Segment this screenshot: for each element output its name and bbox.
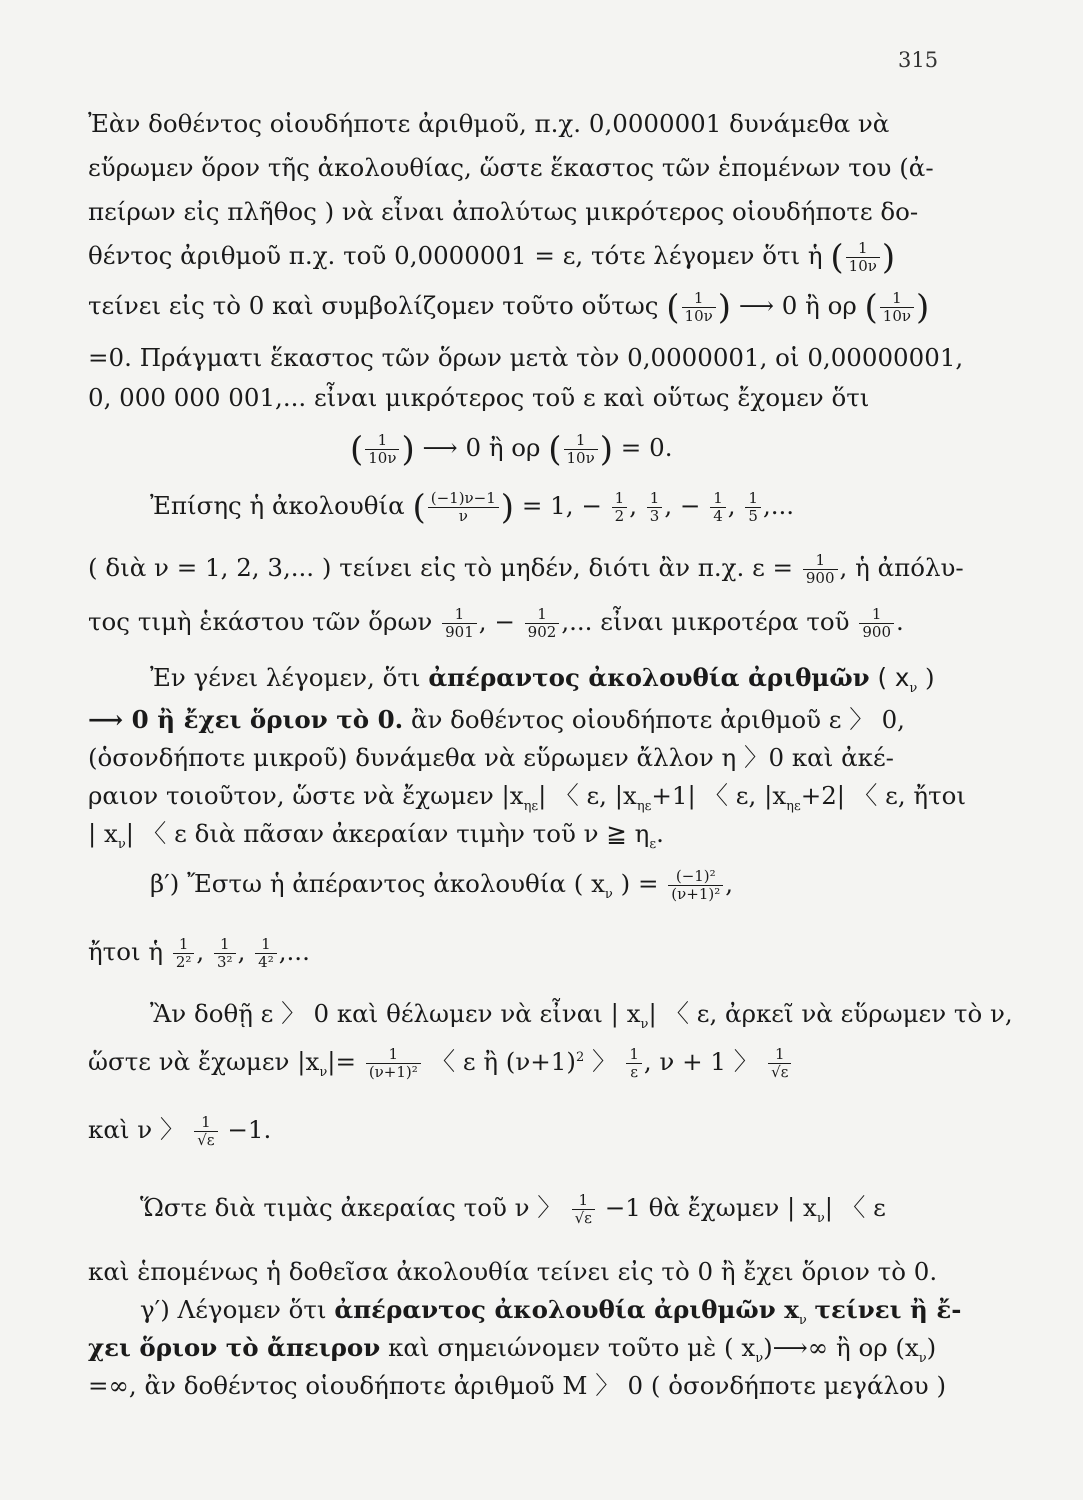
fraction-1-over-2sq <box>173 936 195 971</box>
text-line-23: καὶ ἑπομένως ἡ δοθεῖσα ἀκολουθία τείνει εἰς τὸ 0 ἢ ἔχει ὅριον τὸ 0. <box>88 1257 938 1286</box>
text-line-14: (ὁσονδήποτε μικροῦ) δυνάμεθα νὰ εὕρωμεν ἄλλον η 〉0 καὶ ἀκέ- <box>88 743 894 772</box>
text-line-1: Ἐὰν δοθέντος οἱουδήποτε ἀριθμοῦ, π.χ. 0,0000001 δυνάμεθα νὰ <box>88 109 890 138</box>
text-segment: = 1, − <box>521 491 602 520</box>
numerator: 1 <box>525 606 560 624</box>
text-segment: ἤτοι ἡ <box>88 937 164 966</box>
text-segment: −1. <box>227 1115 272 1144</box>
subscript: ν <box>816 1210 825 1226</box>
fraction-1-over-902 <box>525 606 560 641</box>
text-segment: ) <box>926 1333 937 1362</box>
fraction-1-over-sqrt-eps <box>194 1114 217 1149</box>
text-segment: )⟶∞ ἢ ορ (x <box>763 1333 919 1362</box>
comma-dots: ,... <box>762 491 795 520</box>
numerator: 1 <box>880 290 914 308</box>
text-line-13 <box>88 704 938 736</box>
numerator: 1 <box>846 240 880 258</box>
numerator: 1 <box>803 552 838 570</box>
subscript: ν <box>755 1350 764 1366</box>
text-line-15 <box>88 780 966 823</box>
paren-open: ( <box>864 287 878 328</box>
subscript: ν <box>918 1350 927 1366</box>
text-segment: Ἐν γένει λέγομεν, ὅτι <box>150 663 421 692</box>
text-line-19 <box>150 998 1013 1041</box>
numerator: 1 <box>859 606 894 624</box>
text-segment: εἶναι μικροτέρα τοῦ <box>600 607 850 636</box>
text-line-25 <box>88 1332 938 1375</box>
text-segment: ραιον τοιοῦτον, ὥστε νὰ ἔχωμεν |x <box>88 781 524 810</box>
text-segment: θέντος ἀριθμοῦ π.χ. τοῦ 0,0000001 = ε, τότε λέγομεν ὅτι ἡ <box>88 241 823 270</box>
text-line-5 <box>88 287 938 328</box>
denominator: 2² <box>175 953 192 971</box>
text-segment: ) = <box>620 869 659 898</box>
subscript: ηε <box>786 798 801 814</box>
denominator: √ε <box>197 1131 215 1149</box>
numerator: 1 <box>572 1192 595 1210</box>
numerator: (−1)² <box>668 868 723 886</box>
denominator: 10ν <box>848 257 877 275</box>
text-line-10 <box>88 551 964 587</box>
numerator: 1 <box>365 432 399 450</box>
fraction-1-over-4sq <box>255 936 277 971</box>
text-segment: = 0. <box>620 433 673 462</box>
text-segment: | 〈 ε <box>824 1193 886 1222</box>
text-segment: ἂν δοθέντος οἱουδήποτε ἀριθμοῦ ε 〉 0, <box>410 705 905 734</box>
numerator: 1 <box>768 1046 791 1064</box>
comma-dots: ,... <box>278 937 310 966</box>
denominator: 5 <box>748 507 758 525</box>
numerator: 1 <box>366 1046 421 1064</box>
paren-open: ( <box>548 429 562 470</box>
text-segment: τείνει εἰς τὸ 0 καὶ συμβολίζομεν τοῦτο οὕτως <box>88 291 659 320</box>
fraction-1-over-sqrt-eps <box>768 1046 791 1081</box>
numerator: 1 <box>626 1046 642 1064</box>
period: . <box>896 607 904 636</box>
numerator: 1 <box>214 936 236 954</box>
text-line-21 <box>88 1114 938 1149</box>
fraction-sign-over-nu <box>428 490 499 525</box>
denominator: 10ν <box>684 307 713 325</box>
subscript: ηε <box>523 798 539 814</box>
bold-term: ἀπέραντος ἀκολουθία ἀριθμῶν <box>428 663 870 692</box>
denominator: 4² <box>258 953 274 971</box>
paren-open: ( <box>666 287 680 328</box>
denominator: √ε <box>771 1063 789 1082</box>
text-line-26: =∞, ἂν δοθέντος οἱουδήποτε ἀριθμοῦ Μ 〉 0 ( ὁσονδήποτε μεγάλου ) <box>88 1371 947 1400</box>
text-segment: 〉 <box>592 1047 617 1077</box>
text-segment: −1 θὰ ἔχωμεν | x <box>604 1193 817 1222</box>
fraction-sq <box>668 868 723 903</box>
text-line-18 <box>88 936 938 971</box>
fraction-1-over-10nu <box>880 290 914 325</box>
denominator: 900 <box>862 623 892 641</box>
denominator: 2 <box>614 507 625 525</box>
fraction-one-third <box>647 490 663 525</box>
text-segment: | 〈 ε διὰ πᾶσαν ἀκεραίαν τιμὴν τοῦ ν ≧ η <box>125 819 650 848</box>
denominator: √ε <box>574 1209 592 1227</box>
numerator: 1 <box>255 936 277 954</box>
fraction-1-over-sqrt-eps <box>572 1192 595 1227</box>
text-line-17 <box>150 868 1000 911</box>
subscript: ν <box>640 1016 649 1032</box>
denominator: 3 <box>649 507 660 525</box>
fraction-1-over-eps <box>626 1046 642 1081</box>
paren-close: ) <box>916 287 930 328</box>
numerator: (−1)ν−1 <box>428 490 499 508</box>
paren-open: ( <box>830 237 844 278</box>
subscript: ν <box>319 1065 328 1081</box>
fraction-one-fifth <box>745 490 761 525</box>
fraction-one-half <box>612 490 628 525</box>
paren-close: ) <box>599 429 613 470</box>
text-segment: ( διὰ ν = 1, 2, 3,... ) τείνει εἰς τὸ μηδέν, διότι ἂν π.χ. ε = <box>88 553 794 582</box>
period: . <box>656 819 664 848</box>
numerator: 1 <box>442 606 477 624</box>
numerator: 1 <box>745 490 761 508</box>
paren-close: ) <box>500 487 515 528</box>
superscript: 2 <box>575 1050 585 1065</box>
text-line-9 <box>150 487 940 528</box>
subscript: ηε <box>636 798 652 814</box>
text-segment: | 〈 ε, ἀρκεῖ νὰ εὕρωμεν τὸ ν, <box>648 999 1013 1028</box>
text-segment: | x <box>88 819 118 848</box>
text-line-4 <box>88 237 938 278</box>
paren-close: ) <box>717 287 732 328</box>
numerator: 1 <box>564 432 598 450</box>
fraction-1-over-3sq <box>214 936 236 971</box>
numerator: 1 <box>647 490 663 508</box>
comma: , <box>725 869 734 898</box>
text-segment: ( x <box>877 663 910 692</box>
paren-open: ( <box>350 429 364 470</box>
comma-minus: , − <box>664 491 701 520</box>
text-line-16 <box>88 818 938 861</box>
fraction-1-over-900 <box>859 606 894 641</box>
page-number: 315 <box>898 48 939 72</box>
fraction-1-over-10nu <box>682 290 716 325</box>
text-segment: |= <box>327 1047 357 1077</box>
subscript: ν <box>798 1312 807 1328</box>
subscript: ε <box>649 836 657 852</box>
bold-term: χει ὅριον τὸ ἄπειρον <box>88 1333 381 1362</box>
text-segment: καὶ σημειώνομεν τοῦτο μὲ ( x <box>388 1333 756 1362</box>
text-segment: ⟶ 0 ἢ ορ <box>738 291 857 320</box>
denominator: 10ν <box>566 449 595 467</box>
denominator: 4 <box>713 507 723 525</box>
denominator: 3² <box>217 953 233 971</box>
bold-term: ⟶ 0 ἢ ἔχει ὅριον τὸ 0. <box>88 705 404 734</box>
text-line-24 <box>140 1294 990 1337</box>
text-segment: , ἡ ἀπόλυ- <box>839 553 964 582</box>
paren-open: ( <box>412 487 426 528</box>
fraction-1-over-sq-den <box>366 1046 421 1081</box>
denominator: 902 <box>527 623 557 641</box>
denominator: 901 <box>445 623 474 641</box>
text-segment: ὥστε νὰ ἔχωμεν |x <box>88 1047 320 1077</box>
text-line-2: εὕρωμεν ὅρον τῆς ἀκολουθίας, ὥστε ἕκαστος τῶν ἑπομένων του (ἀ- <box>88 153 934 182</box>
bold-term: τείνει ἢ ἔ- <box>814 1295 962 1324</box>
text-line-11 <box>88 606 938 641</box>
text-segment: ⟶ 0 ἢ ορ <box>422 433 541 462</box>
fraction-1-over-10nu <box>365 432 399 467</box>
fraction-1-over-10nu <box>564 432 598 467</box>
numerator: 1 <box>173 936 195 954</box>
text-segment: γ′) Λέγομεν ὅτι <box>140 1295 327 1324</box>
numerator: 1 <box>682 290 716 308</box>
text-line-8 <box>350 429 750 470</box>
denominator: (ν+1)² <box>671 885 721 903</box>
text-segment: β′) Ἔστω ἡ ἀπέραντος ἀκολουθία ( x <box>150 869 605 898</box>
denominator: ε <box>630 1063 638 1082</box>
text-line-20 <box>88 1042 938 1089</box>
bold-term: ἀπέραντος ἀκολουθία ἀριθμῶν x <box>334 1295 799 1324</box>
text-segment: τος τιμὴ ἑκάστου τῶν ὅρων <box>88 607 433 636</box>
comma-minus: , − <box>478 607 515 636</box>
text-segment: | 〈 ε, |x <box>538 781 637 810</box>
paren-close: ) <box>401 429 415 470</box>
fraction-1-over-901 <box>442 606 477 641</box>
text-segment: +2| 〈 ε, ἤτοι <box>800 781 966 810</box>
denominator: (ν+1)² <box>368 1063 418 1082</box>
text-line-6: =0. Πράγματι ἕκαστος τῶν ὅρων μετὰ τὸν 0,0000001, οἱ 0,00000001, <box>88 343 964 372</box>
text-segment: +1| 〈 ε, |x <box>651 781 787 810</box>
text-segment: , ν + 1 〉 <box>643 1047 759 1077</box>
text-line-7: 0, 000 000 001,... εἶναι μικρότερος τοῦ ε καὶ οὕτως ἔχομεν ὅτι <box>88 383 870 412</box>
comma-dots: ,... <box>561 607 593 636</box>
subscript: ν <box>117 836 126 852</box>
text-segment: Ἐπίσης ἡ ἀκολουθία <box>150 491 405 520</box>
text-segment: Ὥστε διὰ τιμὰς ἀκεραίας τοῦ ν 〉 <box>140 1193 562 1222</box>
comma: , <box>196 937 205 966</box>
text-line-12: Ἐν γένει λέγομεν, ὅτι ἀπέραντος ἀκολουθία ἀριθμῶν ( $x_\nu$ ) <box>150 663 935 696</box>
denominator: 10ν <box>368 449 397 467</box>
numerator: 1 <box>612 490 628 508</box>
paren-close: ) <box>881 237 896 278</box>
comma: , <box>237 937 246 966</box>
text-segment: 〈 ε ἢ (ν+1) <box>430 1047 576 1077</box>
comma: , <box>629 491 637 520</box>
denominator: 10ν <box>882 307 911 325</box>
text-line-3: πείρων εἰς πλῆθος ) νὰ εἶναι ἀπολύτως μικρότερος οἱουδήποτε δο- <box>88 197 919 226</box>
text-segment: Ἂν δοθῇ ε 〉 0 καὶ θέλωμεν νὰ εἶναι | x <box>150 999 641 1028</box>
fraction-one-quarter <box>710 490 726 525</box>
subscript: ν <box>604 886 613 902</box>
denominator: 900 <box>805 569 835 587</box>
text-line-22 <box>140 1192 990 1235</box>
comma: , <box>727 491 736 520</box>
text-segment: καὶ ν 〉 <box>88 1115 185 1144</box>
denominator: ν <box>458 507 468 525</box>
fraction-1-over-900 <box>803 552 838 587</box>
numerator: 1 <box>710 490 726 508</box>
numerator: 1 <box>194 1114 217 1132</box>
fraction-1-over-10nu <box>846 240 880 275</box>
subscript: ν <box>909 680 918 696</box>
